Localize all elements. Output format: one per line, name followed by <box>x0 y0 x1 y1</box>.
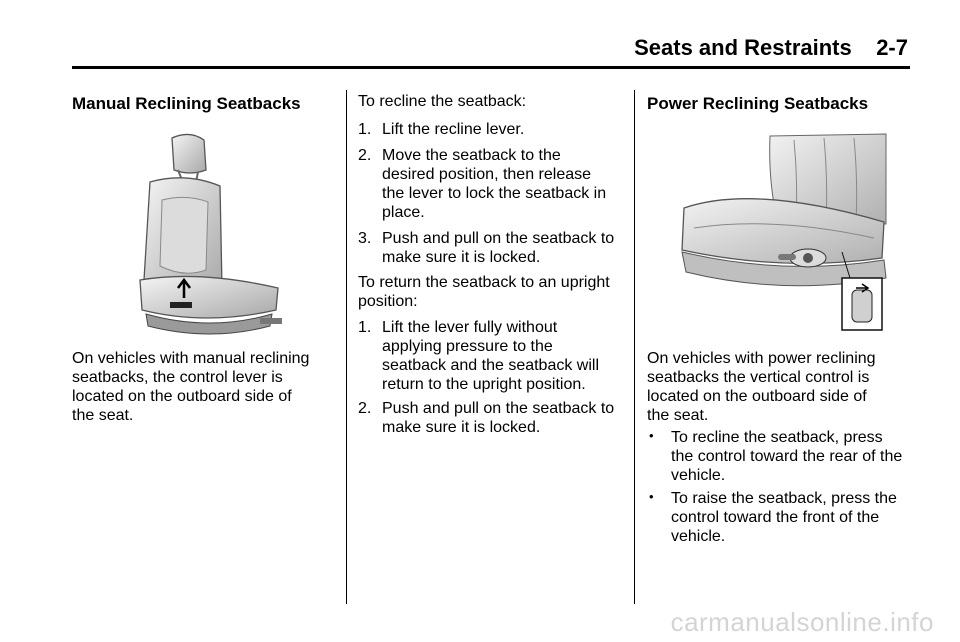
manual-seat-illustration <box>110 130 290 340</box>
recline-step-2: 2. Move the seatback to the desired position, then release the lever to lock the seatback in place. <box>358 147 607 221</box>
recline-step-3: 3. Push and pull on the seatback to make sure it is locked. <box>358 230 615 266</box>
right-heading: Power Reclining Seatbacks <box>647 94 869 113</box>
column-divider-left <box>346 90 347 604</box>
power-seat-illustration <box>674 132 894 332</box>
recline-intro: To recline the seatback: <box>358 93 527 110</box>
recline-step-1: 1. Lift the recline lever. <box>358 121 525 138</box>
watermark: carmanualsonline.info <box>670 607 934 637</box>
return-step-1: 1. Lift the lever fully without applying pressure to the seatback and the seatback will return to the upright position. <box>358 319 600 393</box>
left-paragraph: On vehicles with manual reclining seatbacks, the control lever is located on the outboard side of the seat. <box>72 350 310 424</box>
return-step-2: 2. Push and pull on the seatback to make sure it is locked. <box>358 400 615 436</box>
raise-bullet: • To raise the seatback, press the control toward the front of the vehicle. <box>649 489 897 545</box>
right-paragraph: On vehicles with power reclining seatbacks the vertical control is located on the outboard side of the seat. <box>647 350 876 424</box>
left-heading: Manual Reclining Seatbacks <box>72 94 301 113</box>
bullet-icon: • <box>649 428 654 443</box>
return-intro: To return the seatback to an upright position: <box>358 274 610 310</box>
header-rule <box>72 66 910 69</box>
column-divider-right <box>634 90 635 604</box>
recline-bullet: • To recline the seatback, press the control toward the rear of the vehicle. <box>649 428 903 484</box>
bullet-icon: • <box>649 489 654 504</box>
page-header-title: Seats and Restraints 2-7 <box>634 35 908 60</box>
